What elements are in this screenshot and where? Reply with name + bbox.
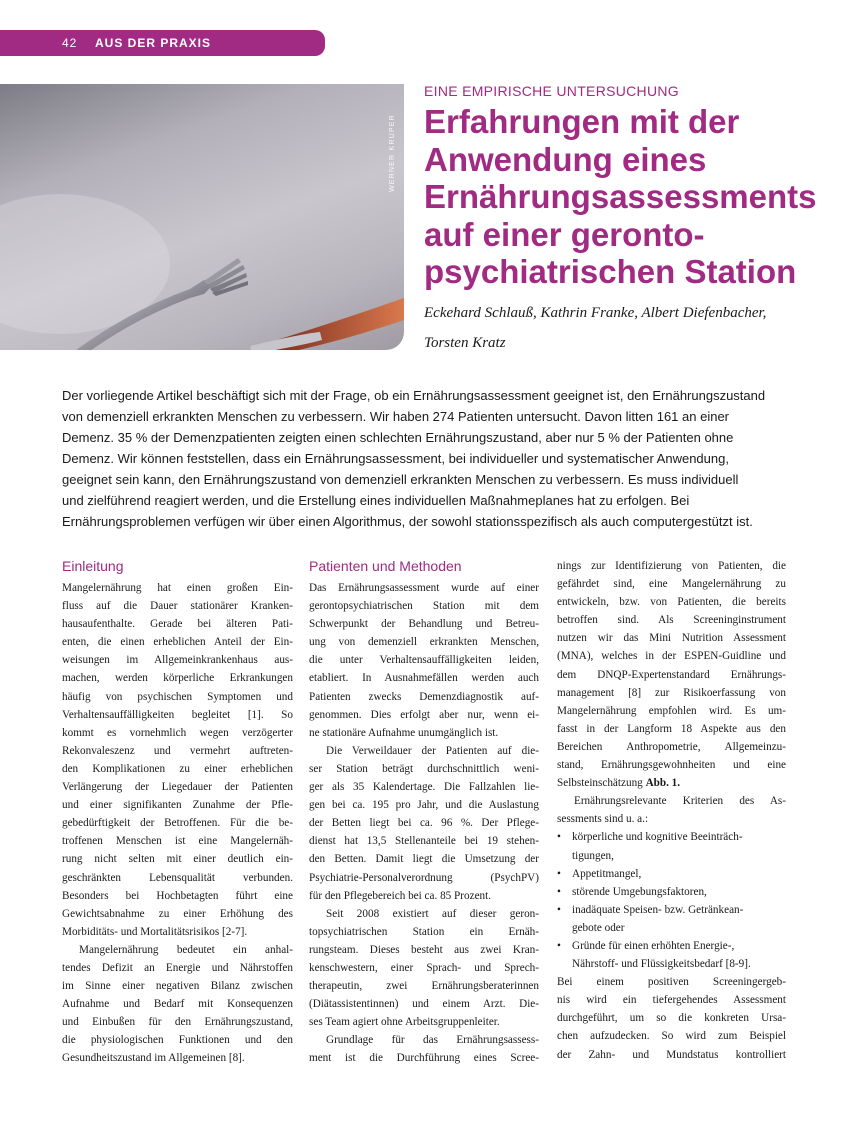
page-header-tab bbox=[0, 30, 325, 56]
list-item bbox=[557, 828, 786, 846]
article-title bbox=[424, 103, 834, 291]
body-line: Gesundheitszustand im Allgemeinen [8]. bbox=[62, 1052, 245, 1065]
body-line: und einer signifikanten Zunahme der Pfle- bbox=[62, 799, 293, 812]
body-line: rungsteam. Dieses besteht aus zwei Kran- bbox=[309, 943, 539, 956]
section-heading-methoden: Patienten und Methoden bbox=[309, 558, 462, 574]
article-authors bbox=[424, 298, 824, 358]
abstract-line: Demenz. 35 % der Demenzpatienten zeigten einen schlechten Ernährungszustand, aber nur 5 % der Patienten ohne bbox=[62, 430, 734, 445]
body-line: ment ist die Durchführung eines Scree- bbox=[309, 1052, 539, 1065]
body-line: dienst hat 13,5 Stellenanteile bei 19 stehen- bbox=[309, 835, 539, 848]
list-item-text: störende Umgebungsfaktoren, bbox=[572, 885, 707, 898]
body-line: (Diätassistentinnen) und einem Arzt. Die- bbox=[309, 998, 539, 1011]
bullet-icon: • bbox=[557, 867, 561, 880]
photo-credit: WERNER KRÜPER bbox=[389, 114, 396, 192]
body-line: gefährdet sind, eine Mangelernährung zu bbox=[557, 578, 786, 591]
abstract-line: Der vorliegende Artikel beschäftigt sich mit der Frage, ob ein Ernährungsassessment geeignet ist, den Ernährungszustand bbox=[62, 388, 766, 403]
body-line: nis wird ein tiefergehendes Assessment bbox=[557, 994, 786, 1007]
body-line: Besonders bei Hochbetagten führt eine bbox=[62, 889, 293, 902]
bullet-icon: • bbox=[557, 885, 561, 898]
body-line: gen bei ca. 195 pro Jahr, und die Auslastung bbox=[309, 799, 539, 812]
bullet-icon: • bbox=[557, 903, 561, 916]
body-line: Aufnahme und Bedarf mit Konsequenzen bbox=[62, 998, 293, 1011]
body-line: chen aufzudecken. So wird zum Beispiel bbox=[557, 1030, 786, 1043]
body-line: ne stationäre Aufnahme unumgänglich ist. bbox=[309, 726, 499, 739]
article-photo bbox=[0, 84, 404, 350]
column-2 bbox=[309, 556, 539, 1068]
list-item-continuation bbox=[557, 955, 786, 973]
column-3 bbox=[557, 557, 786, 1064]
body-line: nings zur Identifizierung von Patienten, die bbox=[557, 560, 786, 572]
body-line: die physiologischen Funktionen und den bbox=[62, 1034, 293, 1047]
bullet-icon: • bbox=[557, 939, 561, 952]
body-line: entwickeln, bzw. von Patienten, die bereits bbox=[557, 596, 786, 609]
fork-icon bbox=[0, 84, 404, 350]
list-item-text: Nährstoff- und Flüssigkeitsbedarf [8-9]. bbox=[572, 958, 751, 971]
body-line: kommt es vornehmlich wegen verzögerter bbox=[62, 726, 293, 739]
body-line: sessments sind u. a.: bbox=[557, 813, 649, 826]
body-line: enten, die einen erheblichen Anteil der Ein- bbox=[62, 636, 293, 649]
list-item-text: inadäquate Speisen- bzw. Getränkean- bbox=[572, 903, 744, 916]
list-item-text: Gründe für einen erhöhten Energie-, bbox=[572, 939, 735, 952]
body-line: den Betten. Damit liegt die Umsetzung der bbox=[309, 853, 539, 866]
body-line: Ernährungsrelevante Kriterien des As- bbox=[574, 795, 786, 808]
body-line: Die Verweildauer der Patienten auf die- bbox=[326, 744, 539, 757]
title-line: Anwendung eines bbox=[424, 140, 707, 178]
list-item-text: Appetitmangel, bbox=[572, 867, 642, 880]
body-line: gerontopsychiatrischen Station mit dem bbox=[309, 600, 539, 613]
abstract-line: und zielführend reagiert werden, und die Erstellung eines individuellen Maßnahmeplanes hat zu erfolgen. Bei bbox=[62, 493, 690, 508]
abstract-line: geeignet sein kann, den Ernährungszustand von demenziell erkrankten Menschen zu verbessern. Es muss individuell bbox=[62, 472, 739, 487]
title-line: Erfahrungen mit der bbox=[424, 103, 740, 140]
body-line: therapeutin, zwei Ernährungsberaterinnen bbox=[309, 980, 539, 993]
body-line: weisungen im Allgemeinkrankenhaus aus- bbox=[62, 654, 293, 667]
body-line: Verlängerung der Liegedauer der Patienten bbox=[62, 781, 293, 794]
body-line: ser Station beträgt durchschnittlich weni- bbox=[309, 762, 539, 775]
bullet-icon: • bbox=[557, 831, 561, 844]
list-item bbox=[557, 937, 786, 955]
body-line: Morbiditäts- und Mortalitätsrisikos [2-7]. bbox=[62, 925, 248, 938]
body-line: fluss auf die Dauer stationärer Kranken- bbox=[62, 600, 293, 613]
body-line: Mangelernährung hat einen großen Ein- bbox=[62, 582, 293, 594]
column-1 bbox=[62, 556, 293, 1068]
body-line: management [8] zur Risikoerfassung von bbox=[557, 686, 786, 699]
title-line: psychiatrischen Station bbox=[424, 253, 797, 290]
list-item bbox=[557, 883, 786, 901]
body-line: Bei einem positiven Screeningergeb- bbox=[557, 976, 786, 989]
body-line: häufig von psychischen Symptomen und bbox=[62, 690, 293, 703]
body-text: Selbsteinschätzung bbox=[557, 777, 643, 790]
body-line: Seit 2008 existiert auf dieser geron- bbox=[326, 907, 539, 920]
article-kicker: EINE EMPIRISCHE UNTERSUCHUNG bbox=[424, 83, 679, 99]
body-line: und Einbußen für den Ernährungszustand, bbox=[62, 1016, 293, 1029]
body-line: Das Ernährungsassessment wurde auf einer bbox=[309, 582, 539, 594]
title-line: Ernährungsassessments bbox=[424, 178, 817, 215]
body-line: nutzen wir das Mini Nutrition Assessment bbox=[557, 632, 786, 645]
list-item bbox=[557, 865, 786, 883]
body-line: (MNA), welches in der ESPEN-Guidline und bbox=[557, 650, 786, 663]
body-line: der Zahn- und Mundstatus kontrolliert bbox=[557, 1048, 786, 1061]
body-line: Patienten zwecks Demenzdiagnostik auf- bbox=[309, 690, 539, 703]
body-line: Schwerpunkt der Behandlung und Betreu- bbox=[309, 618, 539, 631]
body-line: für den Pflegebereich bei ca. 85 Prozent. bbox=[309, 889, 492, 902]
body-line: Bereichen Anthropometrie, Allgemeinzu- bbox=[557, 740, 786, 753]
list-item-continuation bbox=[557, 847, 786, 865]
body-line: Verhaltensauffälligkeiten begleitet [1]. So bbox=[62, 708, 293, 721]
body-line: ung von demenziell erkrankten Menschen, bbox=[309, 636, 539, 649]
abstract-line: Ernährungsproblemen verfügen wir über einen Algorithmus, der sowohl stationsspezifisch als auch computergestützt ist. bbox=[62, 514, 753, 529]
body-line: ses Team agiert ohne Arbeitsgruppenleiter. bbox=[309, 1016, 500, 1029]
body-line: Grundlage für das Ernährungsassess- bbox=[326, 1034, 539, 1047]
list-item-text: tigungen, bbox=[572, 849, 614, 862]
list-item-continuation bbox=[557, 919, 786, 937]
body-line: fasst in der Langform 18 Aspekte aus den bbox=[557, 722, 786, 735]
body-line: topsychiatrischen Station ein Ernäh- bbox=[309, 925, 539, 938]
title-line: auf einer geronto- bbox=[424, 215, 705, 253]
body-line: hausaufenthalte. Gerade bei älteren Pati- bbox=[62, 618, 293, 631]
list-item bbox=[557, 901, 786, 919]
section-label: AUS DER PRAXIS bbox=[95, 36, 212, 50]
section-heading-einleitung: Einleitung bbox=[62, 558, 124, 574]
body-line: durchgeführt, um so die konkreten Ursa- bbox=[557, 1012, 786, 1025]
body-line: tendes Defizit an Energie und Nährstoffen bbox=[62, 961, 293, 974]
body-line: Mangelernährung bedeutet ein anhal- bbox=[79, 943, 293, 956]
body-line: Gewichtsabnahme zu einer Erhöhung des bbox=[62, 907, 293, 920]
body-line: genommen. Dies erfolgt aber nur, wenn ei- bbox=[309, 708, 539, 721]
authors-line: Torsten Kratz bbox=[424, 335, 506, 351]
body-line: Psychiatrie-Personalverordnung (PsychPV) bbox=[309, 871, 539, 884]
body-line: ger als 35 Kalendertage. Die Fallzahlen lie- bbox=[309, 781, 539, 794]
body-line: im Sinne einer negativen Bilanz zwischen bbox=[62, 980, 293, 993]
list-item-text: körperliche und kognitive Beeinträch- bbox=[572, 831, 743, 844]
body-line: troffenen Menschen ist eine Mangelernäh- bbox=[62, 835, 293, 848]
abstract-line: von demenziell erkrankten Menschen zu verbessern. Wir haben 274 Patienten untersucht. Davon litten 161 an einer bbox=[62, 409, 729, 424]
body-line: den Komplikationen zu einer erheblichen bbox=[62, 762, 293, 775]
body-line: betroffen sind. Als Screeninginstrument bbox=[557, 614, 786, 627]
body-line: kenschwestern, einer Sprach- und Sprech- bbox=[309, 961, 539, 974]
body-line: gebedürftigkeit der Betroffenen. Für die be- bbox=[62, 817, 293, 830]
article-abstract bbox=[62, 385, 792, 532]
body-line: stand, Ernährungsgewohnheiten und eine bbox=[557, 759, 786, 772]
body-line: etabliert. In Ausnahmefällen werden auch bbox=[309, 672, 539, 685]
body-line: Rekonvaleszenz und vermehrt auftreten- bbox=[62, 744, 293, 757]
authors-line: Eckehard Schlauß, Kathrin Franke, Albert Diefenbacher, bbox=[424, 305, 767, 321]
body-line: dem DNQP-Expertenstandard Ernährungs- bbox=[557, 668, 786, 681]
body-line: machen, werden körperliche Erkrankungen bbox=[62, 672, 293, 685]
body-line: geschränkten Lebensqualität verbunden. bbox=[62, 871, 293, 884]
body-line: die unter Verhaltensauffälligkeiten leiden, bbox=[309, 654, 539, 667]
body-line: der Betten liegt bei ca. 96 %. Der Pflege- bbox=[309, 817, 539, 830]
figure-reference[interactable]: Abb. 1. bbox=[645, 777, 681, 790]
body-line: Mangelernährung empfohlen wird. Es um- bbox=[557, 704, 786, 717]
page-number: 42 bbox=[62, 36, 78, 50]
list-item-text: gebote oder bbox=[572, 921, 625, 934]
body-line: rung nicht selten mit einer deutlich ein- bbox=[62, 853, 293, 866]
body-line bbox=[557, 774, 786, 792]
abstract-line: Demenz. Wir können feststellen, dass ein Ernährungsassessment, bei individueller und systematischer Anwendung, bbox=[62, 451, 729, 466]
